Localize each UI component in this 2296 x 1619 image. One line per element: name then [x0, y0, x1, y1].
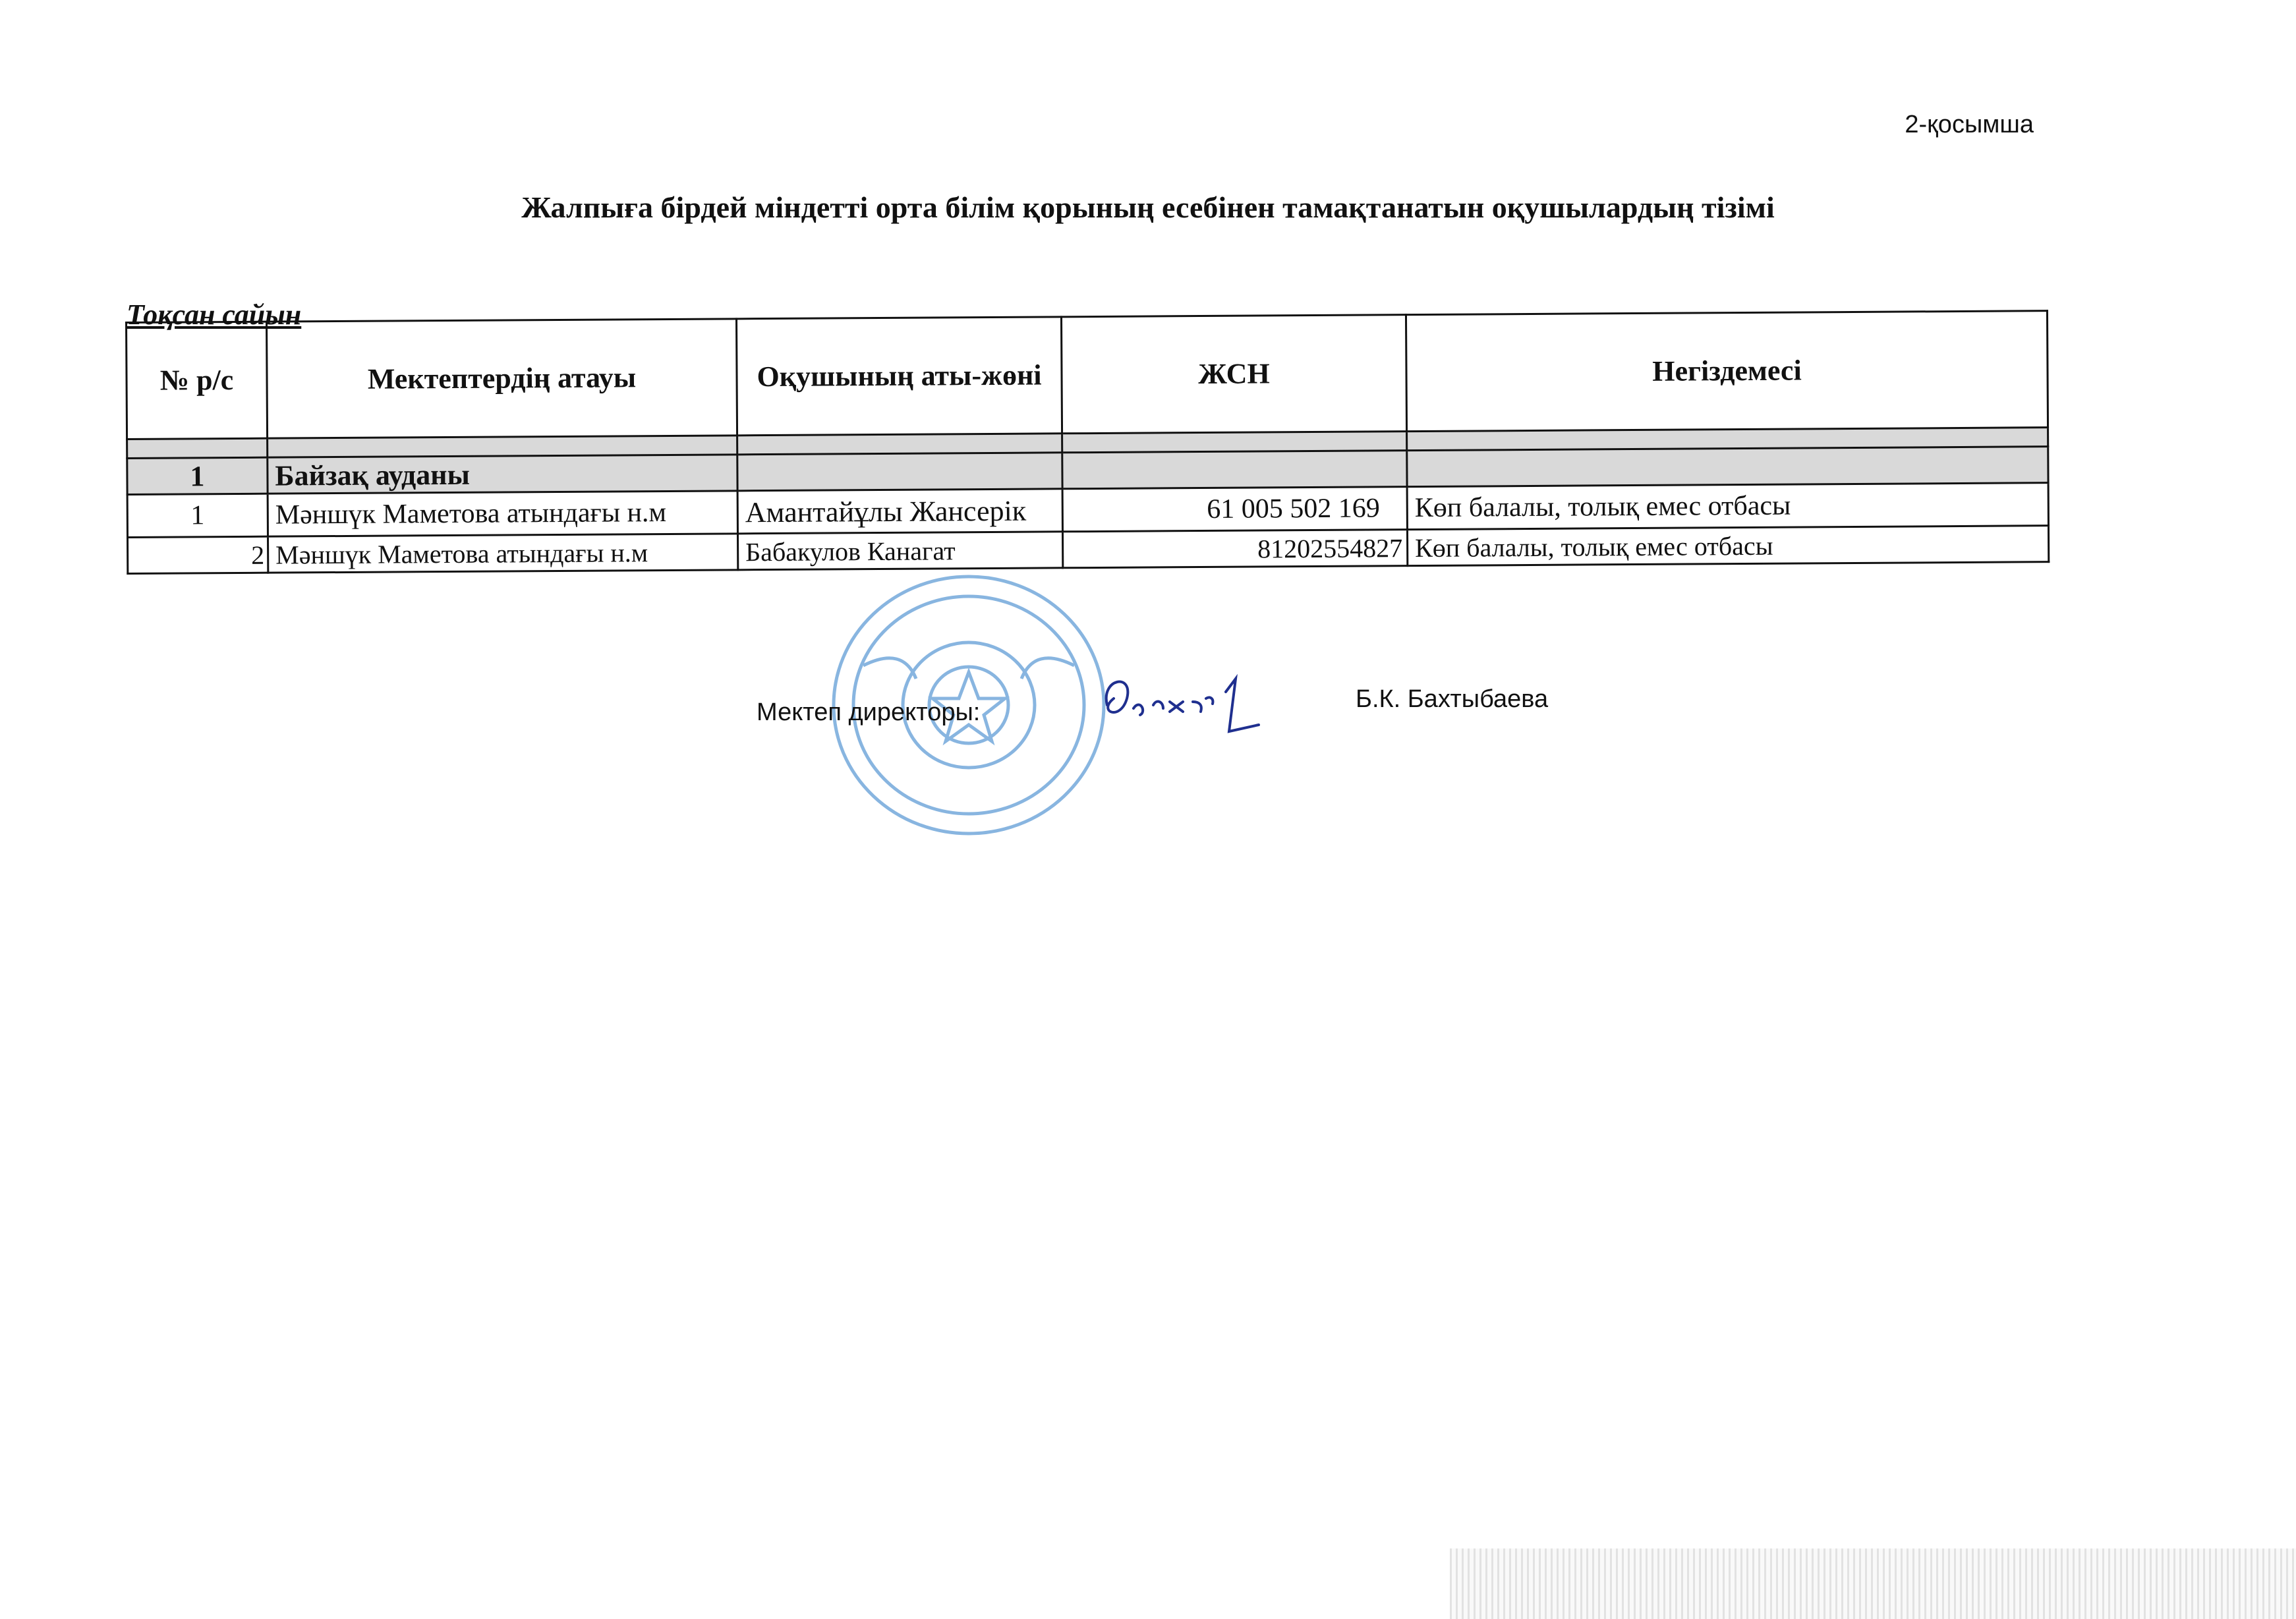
- region-empty: [737, 453, 1062, 491]
- row-iin: 81202554827: [1062, 530, 1407, 568]
- scan-artifact: [1450, 1548, 2296, 1619]
- band-cell: [1062, 432, 1407, 453]
- region-empty: [1062, 451, 1407, 489]
- period-label: Тоқсан сайын: [127, 298, 302, 331]
- row-basis: Көп балалы, толық емес отбасы: [1407, 483, 2048, 530]
- table-header-row: [127, 311, 2048, 440]
- handwritten-signature: [1094, 666, 1278, 738]
- header-iin: ЖСН: [1061, 315, 1406, 434]
- annex-label: 2-қосымша: [1905, 111, 2034, 138]
- signature-label: Мектеп директоры:: [757, 698, 981, 726]
- header-school: Мектептердің атауы: [267, 319, 737, 438]
- row-school: Мәншүк Маметова атындағы н.м: [268, 491, 737, 536]
- row-basis: Көп балалы, толық емес отбасы: [1407, 526, 2048, 566]
- band-cell: [737, 434, 1062, 455]
- document-title: Жалпыға бірдей міндетті орта білім қорының есебінен тамақтанатын оқушылардың тізімі: [521, 190, 1775, 224]
- header-num: № р/с: [127, 322, 268, 439]
- row-school: Мәншүк Маметова атындағы н.м: [268, 534, 737, 573]
- row-iin: 61 005 502 169: [1062, 487, 1407, 532]
- region-num: 1: [127, 457, 268, 494]
- row-student: Амантайұлы Жансерік: [737, 489, 1062, 534]
- row-num: 2: [128, 536, 268, 573]
- director-name: Б.К. Бахтыбаева: [1356, 685, 1549, 713]
- band-cell: [127, 438, 268, 458]
- students-table: [125, 310, 2050, 575]
- region-empty: [1407, 447, 2048, 487]
- header-student: Оқушының аты-жөні: [736, 317, 1062, 436]
- region-name: Байзақ ауданы: [268, 455, 737, 494]
- row-num: 1: [127, 494, 268, 537]
- band-cell: [268, 436, 737, 457]
- row-student: Бабакулов Канагат: [737, 532, 1062, 570]
- header-basis: Негіздемесі: [1406, 311, 2048, 432]
